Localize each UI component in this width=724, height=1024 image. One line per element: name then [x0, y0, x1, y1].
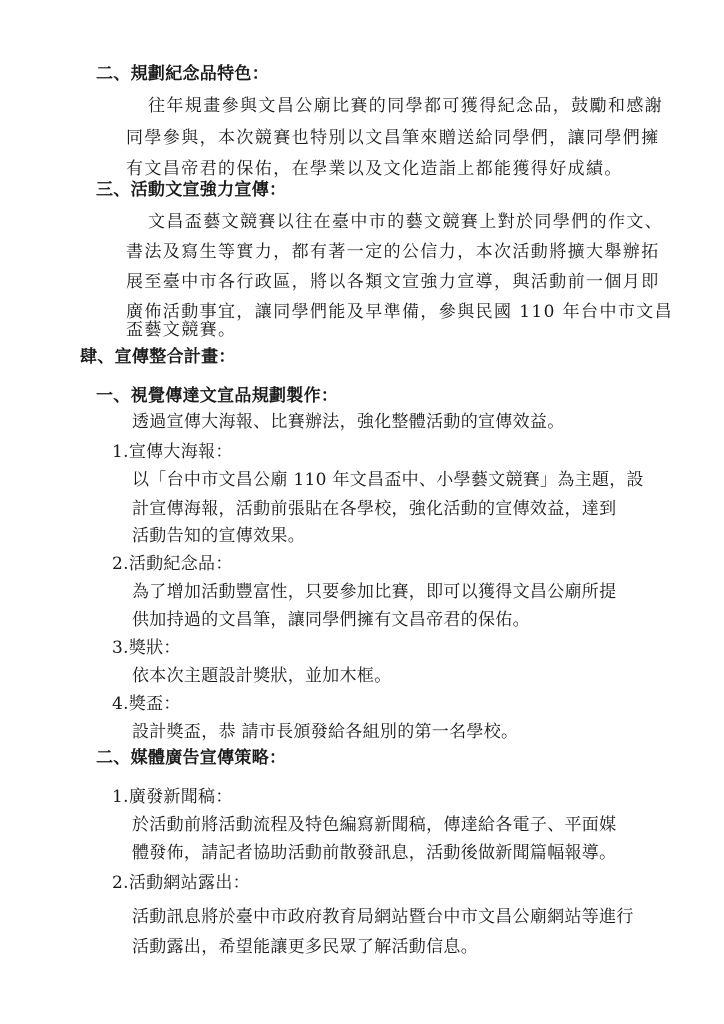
section-heading-promotion: 三、活動文宣強力宣傳： — [96, 180, 287, 200]
paragraph-line: 計宣傳海報，活動前張貼在各學校，強化活動的宣傳效益，達到 — [132, 499, 617, 519]
list-item-title: 3.獎狀： — [112, 638, 181, 658]
paragraph-line: 為了增加活動豐富性，只要參加比賽，即可以獲得文昌公廟所提 — [132, 582, 617, 602]
section-heading-visual: 一、視覺傳達文宣品規劃製作： — [96, 386, 339, 406]
list-item-title: 1.宣傳大海報： — [112, 442, 233, 462]
section-heading-media: 二、媒體廣告宣傳策略： — [96, 748, 287, 768]
paragraph-line: 活動露出，希望能讓更多民眾了解活動信息。 — [132, 937, 478, 957]
paragraph-line: 供加持過的文昌筆，讓同學們擁有文昌帝君的保佑。 — [132, 610, 530, 630]
list-item-title: 1.廣發新聞稿： — [112, 787, 233, 807]
paragraph-line: 文昌盃藝文競賽以往在臺中市的藝文競賽上對於同學們的作文、 — [148, 212, 664, 232]
paragraph-line: 體發佈，請記者協助活動前散發訊息，活動後做新聞篇幅報導。 — [132, 843, 617, 863]
paragraph-line: 同學參與，本次競賽也特別以文昌筆來贈送給同學們，讓同學們擁 — [126, 128, 660, 148]
list-item-title: 4.獎盃： — [112, 694, 181, 714]
paragraph-line: 依本次主題設計獎狀，並加木框。 — [132, 666, 392, 686]
list-item-title: 2.活動網站露出： — [112, 873, 250, 893]
paragraph-line: 廣佈活動事宜，讓同學們能及早準備，參與民國 110 年台中市文昌 — [126, 302, 674, 322]
paragraph-line: 以「台中市文昌公廟 110 年文昌盃中、小學藝文競賽」為主題，設 — [132, 470, 644, 490]
paragraph-line: 透過宣傳大海報、比賽辦法，強化整體活動的宣傳效益。 — [132, 412, 565, 432]
list-item-title: 2.活動紀念品： — [112, 554, 233, 574]
paragraph-line: 展至臺中市各行政區，將以各類文宣強力宣導，與活動前一個月即 — [126, 272, 660, 292]
paragraph-line: 設計獎盃，恭 請市長頒發給各組別的第一名學校。 — [132, 722, 519, 742]
paragraph-line: 活動訊息將於臺中市政府教育局網站暨台中市文昌公廟網站等進行 — [132, 907, 634, 927]
paragraph-line: 有文昌帝君的保佑，在學業以及文化造詣上都能獲得好成績。 — [126, 159, 623, 179]
paragraph-line: 往年規畫參與文昌公廟比賽的同學都可獲得紀念品，鼓勵和感謝 — [148, 96, 664, 116]
section-heading-souvenir: 二、規劃紀念品特色： — [96, 64, 269, 84]
paragraph-line: 於活動前將活動流程及特色編寫新聞稿，傳達給各電子、平面媒 — [132, 815, 617, 835]
paragraph-line: 活動告知的宣傳效果。 — [132, 526, 305, 546]
paragraph-line: 書法及寫生等實力，都有著一定的公信力，本次活動將擴大舉辦拓 — [126, 242, 660, 262]
paragraph-line: 盃藝文競賽。 — [126, 320, 237, 340]
part-heading-integrated-plan: 肆、宣傳整合計畫： — [80, 347, 236, 367]
